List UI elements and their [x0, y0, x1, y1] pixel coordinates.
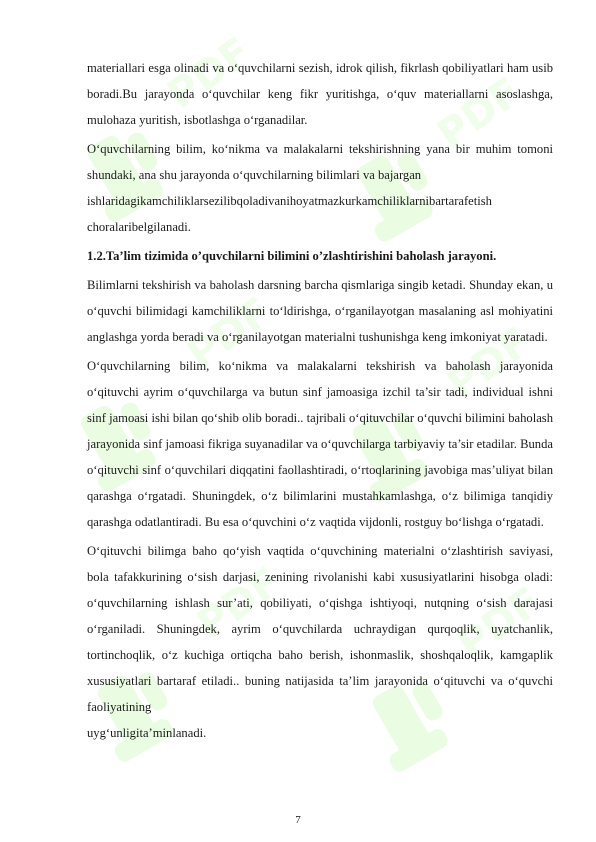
svg-text:PDF: PDF [179, 288, 280, 379]
page-number: 7 [295, 814, 301, 826]
svg-text:PDF: PDF [189, 558, 290, 649]
document-body [87, 55, 553, 749]
paragraph-1: materiallari esga olinadi va o‘quvchilarni sezish, idrok qilish, fikrlash qobiliyatlari ham usib boradi.Bu jarayonda o‘quvchilar keng fikr yuritishga, o‘quv materiallarni asoslashga, mulohaza yuritish, isbotlashga o‘rganadilar. [87, 61, 553, 127]
svg-text:PDF: PDF [159, 28, 260, 119]
paragraph-3: Bilimlarni tekshirish va baholash darsning barcha qismlariga singib ketadi. Shunday ekan, u o‘quvchi bilimidagi kamchiliklarni to‘ldirishga, o‘rganilayotgan masalaning asl mohiyatini anglashga yorda beradi va o‘rganilayotgan materialni tushunishga keng imkoniyat yaratadi. [87, 278, 553, 344]
svg-text:PDF: PDF [439, 318, 540, 409]
paragraph-2-run-on-line: ishlaridagikamchiliklarsezilibqoladivanihoyatmazkurkamchiliklarnibartarafetish [87, 194, 492, 208]
paragraph-5-tail: uyg‘unligita’minlanadi. [87, 726, 207, 740]
paragraph-2 [87, 136, 553, 240]
paragraph-2-tail: choralaribelgilanadi. [87, 220, 191, 234]
svg-text:PDF: PDF [429, 68, 530, 159]
paragraph-4: O‘quvchilarning bilim, ko‘nikma va malakalarni tekshirish va baholash jarayonida o‘qituvchi ayrim o‘quvchilarga va butun sinf jamoasiga izchil ta’sir tadi, individual ishni sinf jamoasi ishi bilan qo‘shib olib boradi.. tajribali o‘qituvchilar o‘quvchi bilimini baholash jarayonida sinf jamoasi fikriga suyanadilar va o‘quvchilarga tarbiyaviy ta’sir etadilar. Bunda o‘qituvchi sinf o‘quvchilari diqqatini faollashtiradi, o‘rtoqlarining javobiga mas’uliyat bilan qarashga o‘rgatadi. Shuningdek, o‘z bilimlarini mustahkamlashga, o‘z bilimiga tanqidiy qarashga odatlantiradi. Bu esa o‘quvchini o‘z vaqtida vijdonli, rostguy bo‘lishga o‘rgatadi. [87, 359, 553, 529]
paragraph-5: O‘qituvchi bilimga baho qo‘yish vaqtida o‘quvchining materialni o‘zlashtirish saviyasi, bola tafakkurining o‘sish darjasi, zenining rivolanishi kabi xususiyatlarini hisobga oladi: o‘quvchilarning ishlash sur’ati, qobiliyati, o‘qishga ishtiyoqi, nutqning o‘sish darajasi o‘rganiladi. Shuningdek, ayrim o‘quvchilarda uchraydigan qurqoqlik, uyatchanlik, tortinchoqlik, o‘z kuchiga ortiqcha baho berish, ishonmaslik, shoshqaloqlik, kamgaplik xususiyatlari bartaraf etiladi.. buning natijasida ta’lim jarayonida o‘qituvchi va o‘quvchi faoliyatining [87, 544, 553, 714]
paragraph-2-text: O‘quvchilarning bilim, ko‘nikma va malakalarni tekshirishning yana bir muhim tomoni shundaki, ana shu jarayonda o‘quvchilarning bilimlari va bajargan [87, 142, 553, 182]
section-heading: 1.2.Ta’lim tizimida o’quvchilarni bilimini o’zlashtirishini baholash jarayoni. [87, 249, 497, 263]
svg-text:PDF: PDF [449, 578, 550, 669]
